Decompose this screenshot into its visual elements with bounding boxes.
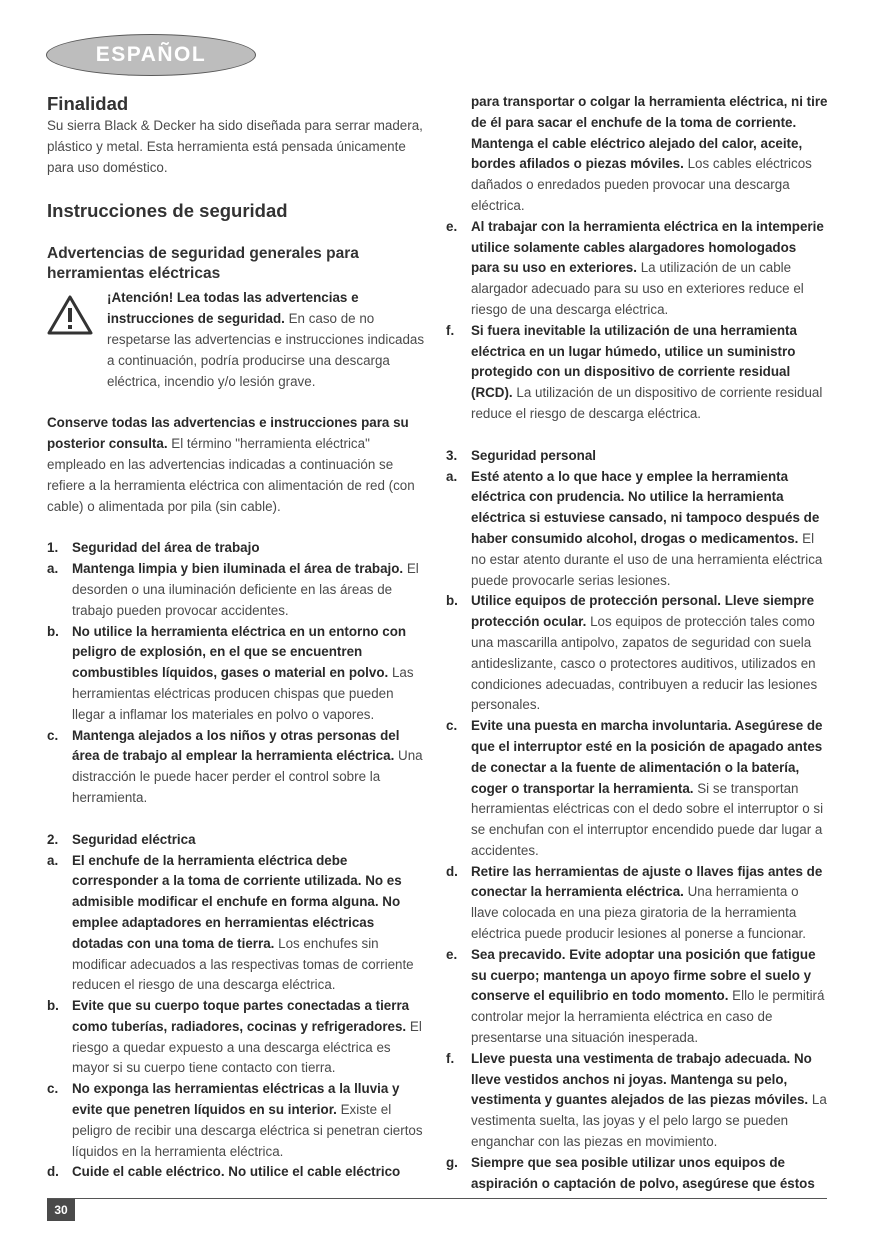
item-marker: e. <box>446 218 458 234</box>
section-1-title: Seguridad del área de trabajo <box>72 540 260 556</box>
general-warnings-title: Advertencias de seguridad generales para herramientas eléctricas <box>47 245 359 283</box>
item-text: Si se transportan herramientas eléctricas con el dedo sobre el interruptor o si se enchufan con el interruptor encendido puede dar lugar a accidentes. <box>471 780 824 858</box>
s1-item-b <box>47 622 429 726</box>
section-3-title: Seguridad personal <box>471 447 597 463</box>
item-text: Los enchufes sin modificar adecuados a las respectivas tomas de corriente reducen el riesgo de una descarga eléctrica. <box>72 935 414 993</box>
item-text: Las herramientas eléctricas producen chispas que pueden llegar a inflamar los materiales en polvo o vapores. <box>72 665 414 722</box>
warning-text: En caso de no respetarse las advertencias e instrucciones indicadas a continuación, podría producirse una descarga eléctrica, incendio y/o lesión grave. <box>107 311 425 389</box>
s3-item-e <box>446 945 828 1049</box>
item-text: Una herramienta o llave colocada en una pieza giratoria de la herramienta eléctrica puede producir lesiones al ponerse a funcionar. <box>471 884 806 942</box>
item-bold: Sea precavido. Evite adoptar una posición que fatigue su cuerpo; mantenga un apoyo firme sobre el suelo y conserve el equilibrio en todo momento. <box>471 946 816 1004</box>
item-bold: Retire las herramientas de ajuste o llaves fijas antes de conectar la herramienta eléctrica. <box>471 863 823 900</box>
warning-bold: ¡Atención! Lea todas las advertencias e instrucciones de seguridad. <box>107 290 359 327</box>
item-marker: b. <box>446 593 458 609</box>
item-marker: a. <box>47 852 59 868</box>
s2-item-d <box>47 1162 429 1183</box>
item-text: Existe el peligro de recibir una descarga eléctrica si penetran ciertos líquidos en la herramienta eléctrica. <box>72 1102 423 1159</box>
keep-instructions <box>47 413 429 517</box>
section-2-title: Seguridad eléctrica <box>72 831 196 847</box>
item-marker: c. <box>446 718 458 734</box>
warning-block <box>47 288 429 392</box>
item-marker: d. <box>446 863 458 879</box>
item-text: La utilización de un dispositivo de corriente residual reduce el riesgo de descarga eléctrica. <box>471 385 823 421</box>
section-1-number: 1. <box>47 540 59 556</box>
item-marker: f. <box>446 1050 455 1066</box>
item-marker: c. <box>47 727 59 743</box>
item-bold: Siempre que sea posible utilizar unos equipos de aspiración o captación de polvo, asegúrese que éstos <box>471 1154 815 1191</box>
s2-item-d-continued <box>446 92 828 217</box>
item-text: Ello le permitirá controlar mejor la herramienta eléctrica en caso de presentarse una situación inesperada. <box>471 988 825 1046</box>
purpose-text: Su sierra Black & Decker ha sido diseñada para serrar madera, plástico y metal. Esta herramienta está pensada únicamente para uso doméstico. <box>47 118 423 175</box>
s1-item-c <box>47 726 429 809</box>
item-marker: b. <box>47 998 59 1014</box>
item-text: El desorden o una iluminación deficiente en las áreas de trabajo pueden provocar accidentes. <box>72 561 419 618</box>
item-bold: El enchufe de la herramienta eléctrica debe corresponder a la toma de corriente utilizada. No es admisible modificar el enchufe en forma alguna. No emplee adaptadores en herramientas eléctricas dotadas con una toma de tierra. <box>72 852 402 951</box>
item-bold: Utilice equipos de protección personal. Lleve siempre protección ocular. <box>471 593 815 630</box>
item-text: La utilización de un cable alargador adecuado para su uso en exteriores reduce el riesgo de una descarga eléctrica. <box>471 260 804 317</box>
item-marker: d. <box>47 1164 59 1180</box>
item-text: Una distracción le puede hacer perder el control sobre la herramienta. <box>72 748 423 805</box>
item-marker: c. <box>47 1081 59 1097</box>
item-marker: f. <box>446 322 455 338</box>
item-marker: b. <box>47 623 59 639</box>
s2-item-e <box>446 217 828 321</box>
item-bold: Al trabajar con la herramienta eléctrica en la intemperie utilice solamente cables alargadores homologados para su uso en exteriores. <box>471 218 824 276</box>
section-1-heading <box>47 538 429 559</box>
item-bold: Cuide el cable eléctrico. No utilice el cable eléctrico <box>72 1164 401 1180</box>
item-bold: para transportar o colgar la herramienta eléctrica, ni tire de él para sacar el enchufe de la toma de corriente. Mantenga el cable eléctrico alejado del calor, aceite, bordes afilados o piezas móviles. <box>471 94 828 172</box>
s1-item-a <box>47 559 429 621</box>
item-bold: Lleve puesta una vestimenta de trabajo adecuada. No lleve vestidos anchos ni joyas. Mantenga su pelo, vestimenta y guantes alejados de las piezas móviles. <box>471 1050 812 1108</box>
item-bold: Evite una puesta en marcha involuntaria. Asegúrese de que el interruptor esté en la posición de apagado antes de conectar a la fuente de alimentación o la batería, coger o transportar la herramienta. <box>471 718 823 796</box>
purpose-title: Finalidad <box>47 93 129 114</box>
language-tab <box>46 34 256 76</box>
item-bold: Si fuera inevitable la utilización de una herramienta eléctrica en un lugar húmedo, utilice un suministro protegido con un dispositivo de corriente residual (RCD). <box>471 322 797 401</box>
item-text: El riesgo a quedar expuesto a una descarga eléctrica es mayor si su cuerpo tiene contacto con tierra. <box>72 1018 422 1076</box>
s3-item-g <box>446 1153 828 1195</box>
footer-divider <box>47 1198 827 1199</box>
s2-item-c <box>47 1079 429 1162</box>
s3-item-f <box>446 1049 828 1153</box>
page-number: 30 <box>47 1199 75 1221</box>
s2-item-a <box>47 851 429 997</box>
warning-text-block <box>107 288 429 392</box>
warning-triangle-icon <box>47 294 93 343</box>
item-text: El no estar atento durante el uso de una herramienta eléctrica puede provocarle serias lesiones. <box>471 530 823 588</box>
item-marker: a. <box>446 468 458 484</box>
item-marker: e. <box>446 946 458 962</box>
left-column <box>47 92 429 1183</box>
item-text: Los equipos de protección tales como una mascarilla antipolvo, zapatos de seguridad con suela antideslizante, casco o protectores auditivos, utilizados en condiciones adecuadas, contribuyen a reducir las lesiones personales. <box>471 614 818 713</box>
keep-text: El término "herramienta eléctrica" empleado en las advertencias indicadas a continuación se refiere a la herramienta eléctrica con alimentación de red (con cable) o alimentada por pila (sin cable). <box>47 436 415 514</box>
item-bold: Mantenga limpia y bien iluminada el área de trabajo. <box>72 561 404 577</box>
item-bold: No utilice la herramienta eléctrica en un entorno con peligro de explosión, en el que se encuentren combustibles líquidos, gases o material en polvo. <box>72 623 407 681</box>
item-marker: a. <box>47 561 59 577</box>
right-column <box>446 92 828 1194</box>
item-text: Los cables eléctricos dañados o enredados pueden provocar una descarga eléctrica. <box>471 156 812 213</box>
keep-bold: Conserve todas las advertencias e instrucciones para su posterior consulta. <box>47 415 409 452</box>
language-tab-label: ESPAÑOL <box>95 43 207 66</box>
item-text: La vestimenta suelta, las joyas y el pelo largo se pueden enganchar con las piezas en movimiento. <box>471 1092 827 1150</box>
s2-item-b <box>47 996 429 1079</box>
s3-item-a <box>446 467 828 592</box>
section-2-number: 2. <box>47 831 59 847</box>
s2-item-f <box>446 321 828 425</box>
item-bold: No exponga las herramientas eléctricas a la lluvia y evite que penetren líquidos en su interior. <box>72 1081 400 1118</box>
item-marker: g. <box>446 1154 458 1170</box>
item-bold: Evite que su cuerpo toque partes conectadas a tierra como tuberías, radiadores, cocinas y refrigeradores. <box>72 998 410 1034</box>
item-bold: Mantenga alejados a los niños y otras personas del área de trabajo al emplear la herramienta eléctrica. <box>72 727 400 764</box>
item-bold: Esté atento a lo que hace y emplee la herramienta eléctrica con prudencia. No utilice la herramienta eléctrica si estuviese cansado, ni tampoco después de haber consumido alcohol, drogas o medicamentos. <box>471 468 820 546</box>
section-3-heading <box>446 446 828 467</box>
s3-item-b <box>446 591 828 716</box>
s3-item-d <box>446 862 828 945</box>
section-2-heading <box>47 830 429 851</box>
s3-item-c <box>446 716 828 862</box>
safety-title: Instrucciones de seguridad <box>47 200 288 222</box>
section-3-number: 3. <box>446 447 458 463</box>
